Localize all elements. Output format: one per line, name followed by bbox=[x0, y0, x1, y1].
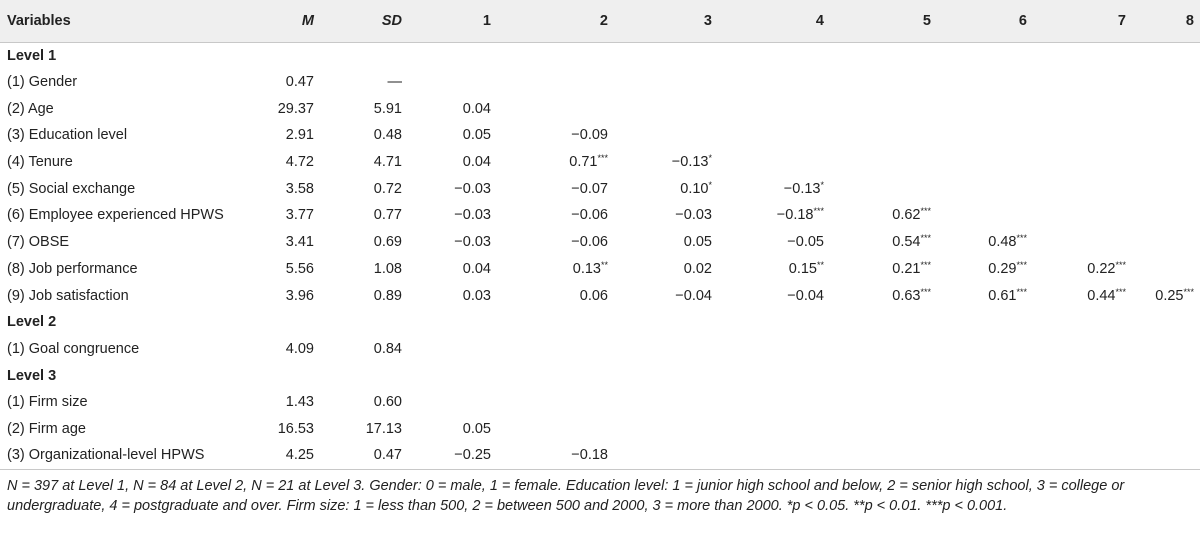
correlation-cell bbox=[1033, 416, 1132, 443]
correlation-cell bbox=[937, 202, 1033, 229]
correlation-value: −0.03 bbox=[454, 180, 491, 197]
mean-cell: 4.72 bbox=[285, 154, 314, 171]
table-row bbox=[0, 175, 1200, 202]
sd-cell: 0.69 bbox=[373, 234, 402, 251]
correlation-value: −0.25 bbox=[454, 447, 491, 464]
variable-label: (5) Social exchange bbox=[7, 180, 136, 197]
header-col-8: 8 bbox=[1132, 0, 1200, 42]
correlation-cell bbox=[937, 175, 1033, 202]
correlation-cell bbox=[718, 202, 830, 229]
table-row bbox=[0, 282, 1200, 309]
mean-cell: 2.91 bbox=[285, 127, 314, 144]
correlation-cell bbox=[497, 122, 614, 149]
mean-cell: 4.09 bbox=[285, 340, 314, 357]
correlation-cell bbox=[1132, 282, 1200, 309]
mean-cell: 4.25 bbox=[268, 442, 320, 469]
correlation-cell bbox=[497, 149, 614, 176]
correlation-cell bbox=[830, 389, 937, 416]
correlation-cell bbox=[718, 69, 830, 96]
table-body bbox=[0, 42, 1200, 469]
correlation-cell bbox=[937, 149, 1033, 176]
correlation-value: 0.04 bbox=[462, 260, 491, 277]
variable-label: (3) Education level bbox=[7, 127, 128, 144]
correlation-cell bbox=[718, 229, 830, 256]
correlation-cell bbox=[1033, 69, 1132, 96]
correlation-value: −0.04 bbox=[675, 287, 712, 304]
mean-cell: 29.37 bbox=[277, 100, 314, 117]
correlation-cell bbox=[614, 149, 718, 176]
correlation-cell bbox=[718, 122, 830, 149]
correlation-cell bbox=[1033, 229, 1132, 256]
correlation-value: −0.07 bbox=[571, 180, 608, 197]
correlation-value: −0.03 bbox=[675, 207, 712, 224]
significance-marker: *** bbox=[1115, 259, 1126, 270]
correlation-value: −0.09 bbox=[571, 127, 608, 144]
correlation-cell bbox=[408, 442, 497, 469]
correlation-cell bbox=[614, 175, 718, 202]
variable-label: (3) Organizational-level HPWS bbox=[0, 442, 268, 469]
correlation-value: 0.05 bbox=[462, 420, 491, 437]
correlation-cell bbox=[1132, 202, 1200, 229]
table-row bbox=[0, 389, 1200, 416]
table-row bbox=[0, 416, 1200, 443]
table-row bbox=[0, 442, 1200, 469]
mean-cell: 5.56 bbox=[285, 260, 314, 277]
correlation-cell bbox=[614, 282, 718, 309]
significance-marker: *** bbox=[1115, 286, 1126, 297]
correlation-cell bbox=[718, 416, 830, 443]
correlation-value: 0.71 bbox=[569, 154, 598, 171]
correlation-value: 0.15 bbox=[788, 260, 817, 277]
correlation-cell bbox=[830, 95, 937, 122]
correlation-value: 0.05 bbox=[683, 234, 712, 251]
sd-cell: 0.47 bbox=[320, 442, 408, 469]
correlation-value: 0.29 bbox=[988, 260, 1017, 277]
correlation-cell bbox=[614, 416, 718, 443]
correlation-cell bbox=[614, 95, 718, 122]
level-heading: Level 2 bbox=[7, 314, 57, 331]
correlation-cell bbox=[1033, 442, 1132, 469]
correlation-value: 0.54 bbox=[892, 234, 921, 251]
variable-label: (1) Firm size bbox=[7, 394, 88, 411]
correlation-value: 0.02 bbox=[683, 260, 712, 277]
correlation-cell bbox=[1132, 149, 1200, 176]
table-row bbox=[0, 256, 1200, 283]
significance-marker: *** bbox=[1016, 233, 1027, 244]
correlation-cell bbox=[830, 202, 937, 229]
correlation-cell bbox=[1132, 95, 1200, 122]
correlation-value: −0.13 bbox=[783, 180, 821, 197]
correlation-cell bbox=[497, 442, 614, 469]
variable-label: (1) Gender bbox=[7, 74, 78, 91]
sd-cell: 4.71 bbox=[373, 154, 402, 171]
header-col-6: 6 bbox=[937, 0, 1033, 42]
header-col-3: 3 bbox=[614, 0, 718, 42]
correlation-cell bbox=[1033, 336, 1132, 363]
correlation-cell bbox=[1132, 389, 1200, 416]
correlation-value: 0.61 bbox=[988, 287, 1017, 304]
significance-marker: ** bbox=[600, 259, 608, 270]
correlation-value: 0.44 bbox=[1087, 287, 1116, 304]
correlation-cell bbox=[614, 229, 718, 256]
correlation-value: −0.18 bbox=[571, 447, 608, 464]
correlation-cell bbox=[937, 282, 1033, 309]
variable-label: (2) Age bbox=[7, 100, 54, 117]
correlation-cell bbox=[1033, 122, 1132, 149]
correlation-cell bbox=[830, 336, 937, 363]
level-heading-row bbox=[0, 42, 1200, 69]
correlation-cell bbox=[718, 256, 830, 283]
correlation-cell bbox=[1132, 416, 1200, 443]
mean-cell: 3.96 bbox=[285, 287, 314, 304]
correlation-cell bbox=[614, 442, 718, 469]
variable-label: (7) OBSE bbox=[7, 234, 70, 251]
significance-marker: * bbox=[820, 179, 824, 190]
correlation-cell bbox=[718, 95, 830, 122]
table-row bbox=[0, 229, 1200, 256]
header-col-2: 2 bbox=[497, 0, 614, 42]
correlation-cell bbox=[937, 69, 1033, 96]
correlation-cell bbox=[408, 229, 497, 256]
correlation-cell bbox=[830, 416, 937, 443]
header-mean: M bbox=[268, 0, 320, 42]
correlation-cell bbox=[497, 282, 614, 309]
correlation-cell bbox=[718, 175, 830, 202]
correlation-cell bbox=[830, 229, 937, 256]
correlation-cell bbox=[830, 122, 937, 149]
sd-cell: 0.48 bbox=[373, 127, 402, 144]
table-footnote: N = 397 at Level 1, N = 84 at Level 2, N = 21 at Level 3. Gender: 0 = male, 1 = female. Education level: 1 = junior high school and below, 2 = senior high school, 3 = college or undergraduate, 4 = postgraduate and over. Firm size: 1 = less than 500, 2 = between 500 and 2000, 3 = more than 2000. *p < 0.05. **p < 0.01. ***p < 0.001. bbox=[7, 477, 1125, 514]
header-col-1: 1 bbox=[408, 0, 497, 42]
header-col-7: 7 bbox=[1033, 0, 1132, 42]
table-row bbox=[0, 202, 1200, 229]
variable-label: (8) Job performance bbox=[7, 260, 138, 277]
significance-marker: *** bbox=[1183, 286, 1194, 297]
correlation-cell bbox=[830, 175, 937, 202]
correlation-cell bbox=[718, 149, 830, 176]
correlation-cell bbox=[1033, 389, 1132, 416]
level-heading-row bbox=[0, 309, 1200, 336]
correlation-value: 0.04 bbox=[462, 100, 491, 117]
correlation-cell bbox=[408, 282, 497, 309]
correlation-cell bbox=[1033, 149, 1132, 176]
correlation-cell bbox=[1033, 256, 1132, 283]
correlation-cell bbox=[497, 202, 614, 229]
sd-cell: 0.72 bbox=[373, 180, 402, 197]
correlation-value: 0.63 bbox=[892, 287, 921, 304]
table-row bbox=[0, 122, 1200, 149]
correlation-cell bbox=[497, 336, 614, 363]
level-heading: Level 1 bbox=[7, 47, 57, 64]
correlation-cell bbox=[718, 282, 830, 309]
correlation-cell bbox=[497, 95, 614, 122]
table-row bbox=[0, 69, 1200, 96]
correlation-cell bbox=[1132, 122, 1200, 149]
correlation-cell bbox=[497, 229, 614, 256]
correlation-cell bbox=[937, 122, 1033, 149]
correlation-value: 0.25 bbox=[1155, 287, 1184, 304]
correlation-value: 0.48 bbox=[988, 234, 1017, 251]
correlation-cell bbox=[937, 256, 1033, 283]
correlation-value: 0.03 bbox=[462, 287, 491, 304]
correlation-cell bbox=[1132, 175, 1200, 202]
correlation-cell bbox=[1132, 336, 1200, 363]
correlation-cell bbox=[937, 416, 1033, 443]
correlation-cell bbox=[937, 389, 1033, 416]
correlation-value: 0.21 bbox=[892, 260, 921, 277]
correlation-value: −0.13 bbox=[671, 154, 709, 171]
table-row bbox=[0, 95, 1200, 122]
correlation-cell bbox=[718, 336, 830, 363]
header-col-5: 5 bbox=[830, 0, 937, 42]
correlation-value: 0.06 bbox=[579, 287, 608, 304]
correlation-cell bbox=[408, 122, 497, 149]
correlation-cell bbox=[408, 202, 497, 229]
sd-cell: — bbox=[387, 74, 402, 91]
correlation-cell bbox=[1033, 282, 1132, 309]
correlation-cell bbox=[614, 336, 718, 363]
significance-marker: *** bbox=[597, 153, 608, 164]
significance-marker: ** bbox=[816, 259, 824, 270]
correlation-value: 0.22 bbox=[1087, 260, 1116, 277]
header-col-4: 4 bbox=[718, 0, 830, 42]
header-variables: Variables bbox=[0, 0, 268, 42]
correlation-cell bbox=[497, 256, 614, 283]
correlation-cell bbox=[408, 69, 497, 96]
sd-cell: 0.77 bbox=[373, 207, 402, 224]
sd-cell: 5.91 bbox=[373, 100, 402, 117]
correlation-cell bbox=[937, 336, 1033, 363]
mean-cell: 0.47 bbox=[285, 74, 314, 91]
correlation-cell bbox=[1132, 442, 1200, 469]
correlation-cell bbox=[718, 442, 830, 469]
significance-marker: *** bbox=[1016, 259, 1027, 270]
correlation-cell bbox=[614, 202, 718, 229]
mean-cell: 16.53 bbox=[277, 420, 314, 437]
correlation-cell bbox=[830, 442, 937, 469]
correlation-cell bbox=[614, 256, 718, 283]
correlation-cell bbox=[937, 95, 1033, 122]
correlation-value: −0.18 bbox=[776, 207, 814, 224]
significance-marker: *** bbox=[920, 206, 931, 217]
significance-marker: *** bbox=[813, 206, 824, 217]
variable-label: (1) Goal congruence bbox=[7, 340, 140, 357]
correlation-cell bbox=[614, 122, 718, 149]
correlation-cell bbox=[830, 282, 937, 309]
significance-marker: * bbox=[708, 179, 712, 190]
sd-cell: 0.60 bbox=[373, 394, 402, 411]
mean-cell: 3.58 bbox=[285, 180, 314, 197]
significance-marker: *** bbox=[920, 259, 931, 270]
mean-cell: 1.43 bbox=[285, 394, 314, 411]
correlation-value: 0.05 bbox=[462, 127, 491, 144]
correlation-cell bbox=[497, 389, 614, 416]
variable-label: (4) Tenure bbox=[7, 154, 73, 171]
sd-cell: 17.13 bbox=[365, 420, 402, 437]
sd-cell: 1.08 bbox=[373, 260, 402, 277]
correlation-value: −0.03 bbox=[454, 234, 491, 251]
significance-marker: * bbox=[708, 153, 712, 164]
correlation-cell bbox=[830, 149, 937, 176]
correlation-cell bbox=[408, 175, 497, 202]
table-row bbox=[0, 149, 1200, 176]
correlation-cell bbox=[497, 69, 614, 96]
significance-marker: *** bbox=[920, 286, 931, 297]
correlation-cell bbox=[1033, 202, 1132, 229]
header-row bbox=[0, 0, 1200, 42]
correlation-value: 0.62 bbox=[892, 207, 921, 224]
correlation-value: 0.04 bbox=[462, 154, 491, 171]
correlation-value: −0.04 bbox=[787, 287, 824, 304]
correlation-cell bbox=[718, 389, 830, 416]
correlation-value: −0.05 bbox=[787, 234, 824, 251]
correlation-value: −0.06 bbox=[571, 207, 608, 224]
correlation-cell bbox=[408, 149, 497, 176]
correlation-cell bbox=[408, 336, 497, 363]
level-heading-row bbox=[0, 362, 1200, 389]
mean-cell: 3.77 bbox=[285, 207, 314, 224]
correlation-cell bbox=[1132, 69, 1200, 96]
correlation-cell bbox=[1132, 229, 1200, 256]
correlation-cell bbox=[497, 175, 614, 202]
correlation-cell bbox=[1033, 95, 1132, 122]
correlation-cell bbox=[937, 442, 1033, 469]
correlation-cell bbox=[408, 95, 497, 122]
correlation-cell bbox=[830, 69, 937, 96]
correlation-cell bbox=[1033, 175, 1132, 202]
correlation-cell bbox=[614, 69, 718, 96]
variable-label: (9) Job satisfaction bbox=[7, 287, 129, 304]
significance-marker: *** bbox=[1016, 286, 1027, 297]
correlation-value: −0.06 bbox=[571, 234, 608, 251]
correlation-value: 0.13 bbox=[572, 260, 601, 277]
sd-cell: 0.89 bbox=[373, 287, 402, 304]
correlation-cell bbox=[937, 229, 1033, 256]
variable-label: (6) Employee experienced HPWS bbox=[7, 207, 224, 224]
level-heading: Level 3 bbox=[7, 367, 57, 384]
header-sd: SD bbox=[320, 0, 408, 42]
significance-marker: *** bbox=[920, 233, 931, 244]
sd-cell: 0.84 bbox=[373, 340, 402, 357]
correlation-cell bbox=[408, 256, 497, 283]
correlation-value: 0.10 bbox=[680, 180, 709, 197]
correlation-value: −0.03 bbox=[454, 207, 491, 224]
correlation-cell bbox=[614, 389, 718, 416]
variable-label: (2) Firm age bbox=[7, 420, 86, 437]
correlation-cell bbox=[1132, 256, 1200, 283]
correlation-cell bbox=[408, 389, 497, 416]
correlation-cell bbox=[497, 416, 614, 443]
mean-cell: 3.41 bbox=[285, 234, 314, 251]
table-row bbox=[0, 336, 1200, 363]
correlation-cell bbox=[408, 416, 497, 443]
correlation-cell bbox=[830, 256, 937, 283]
